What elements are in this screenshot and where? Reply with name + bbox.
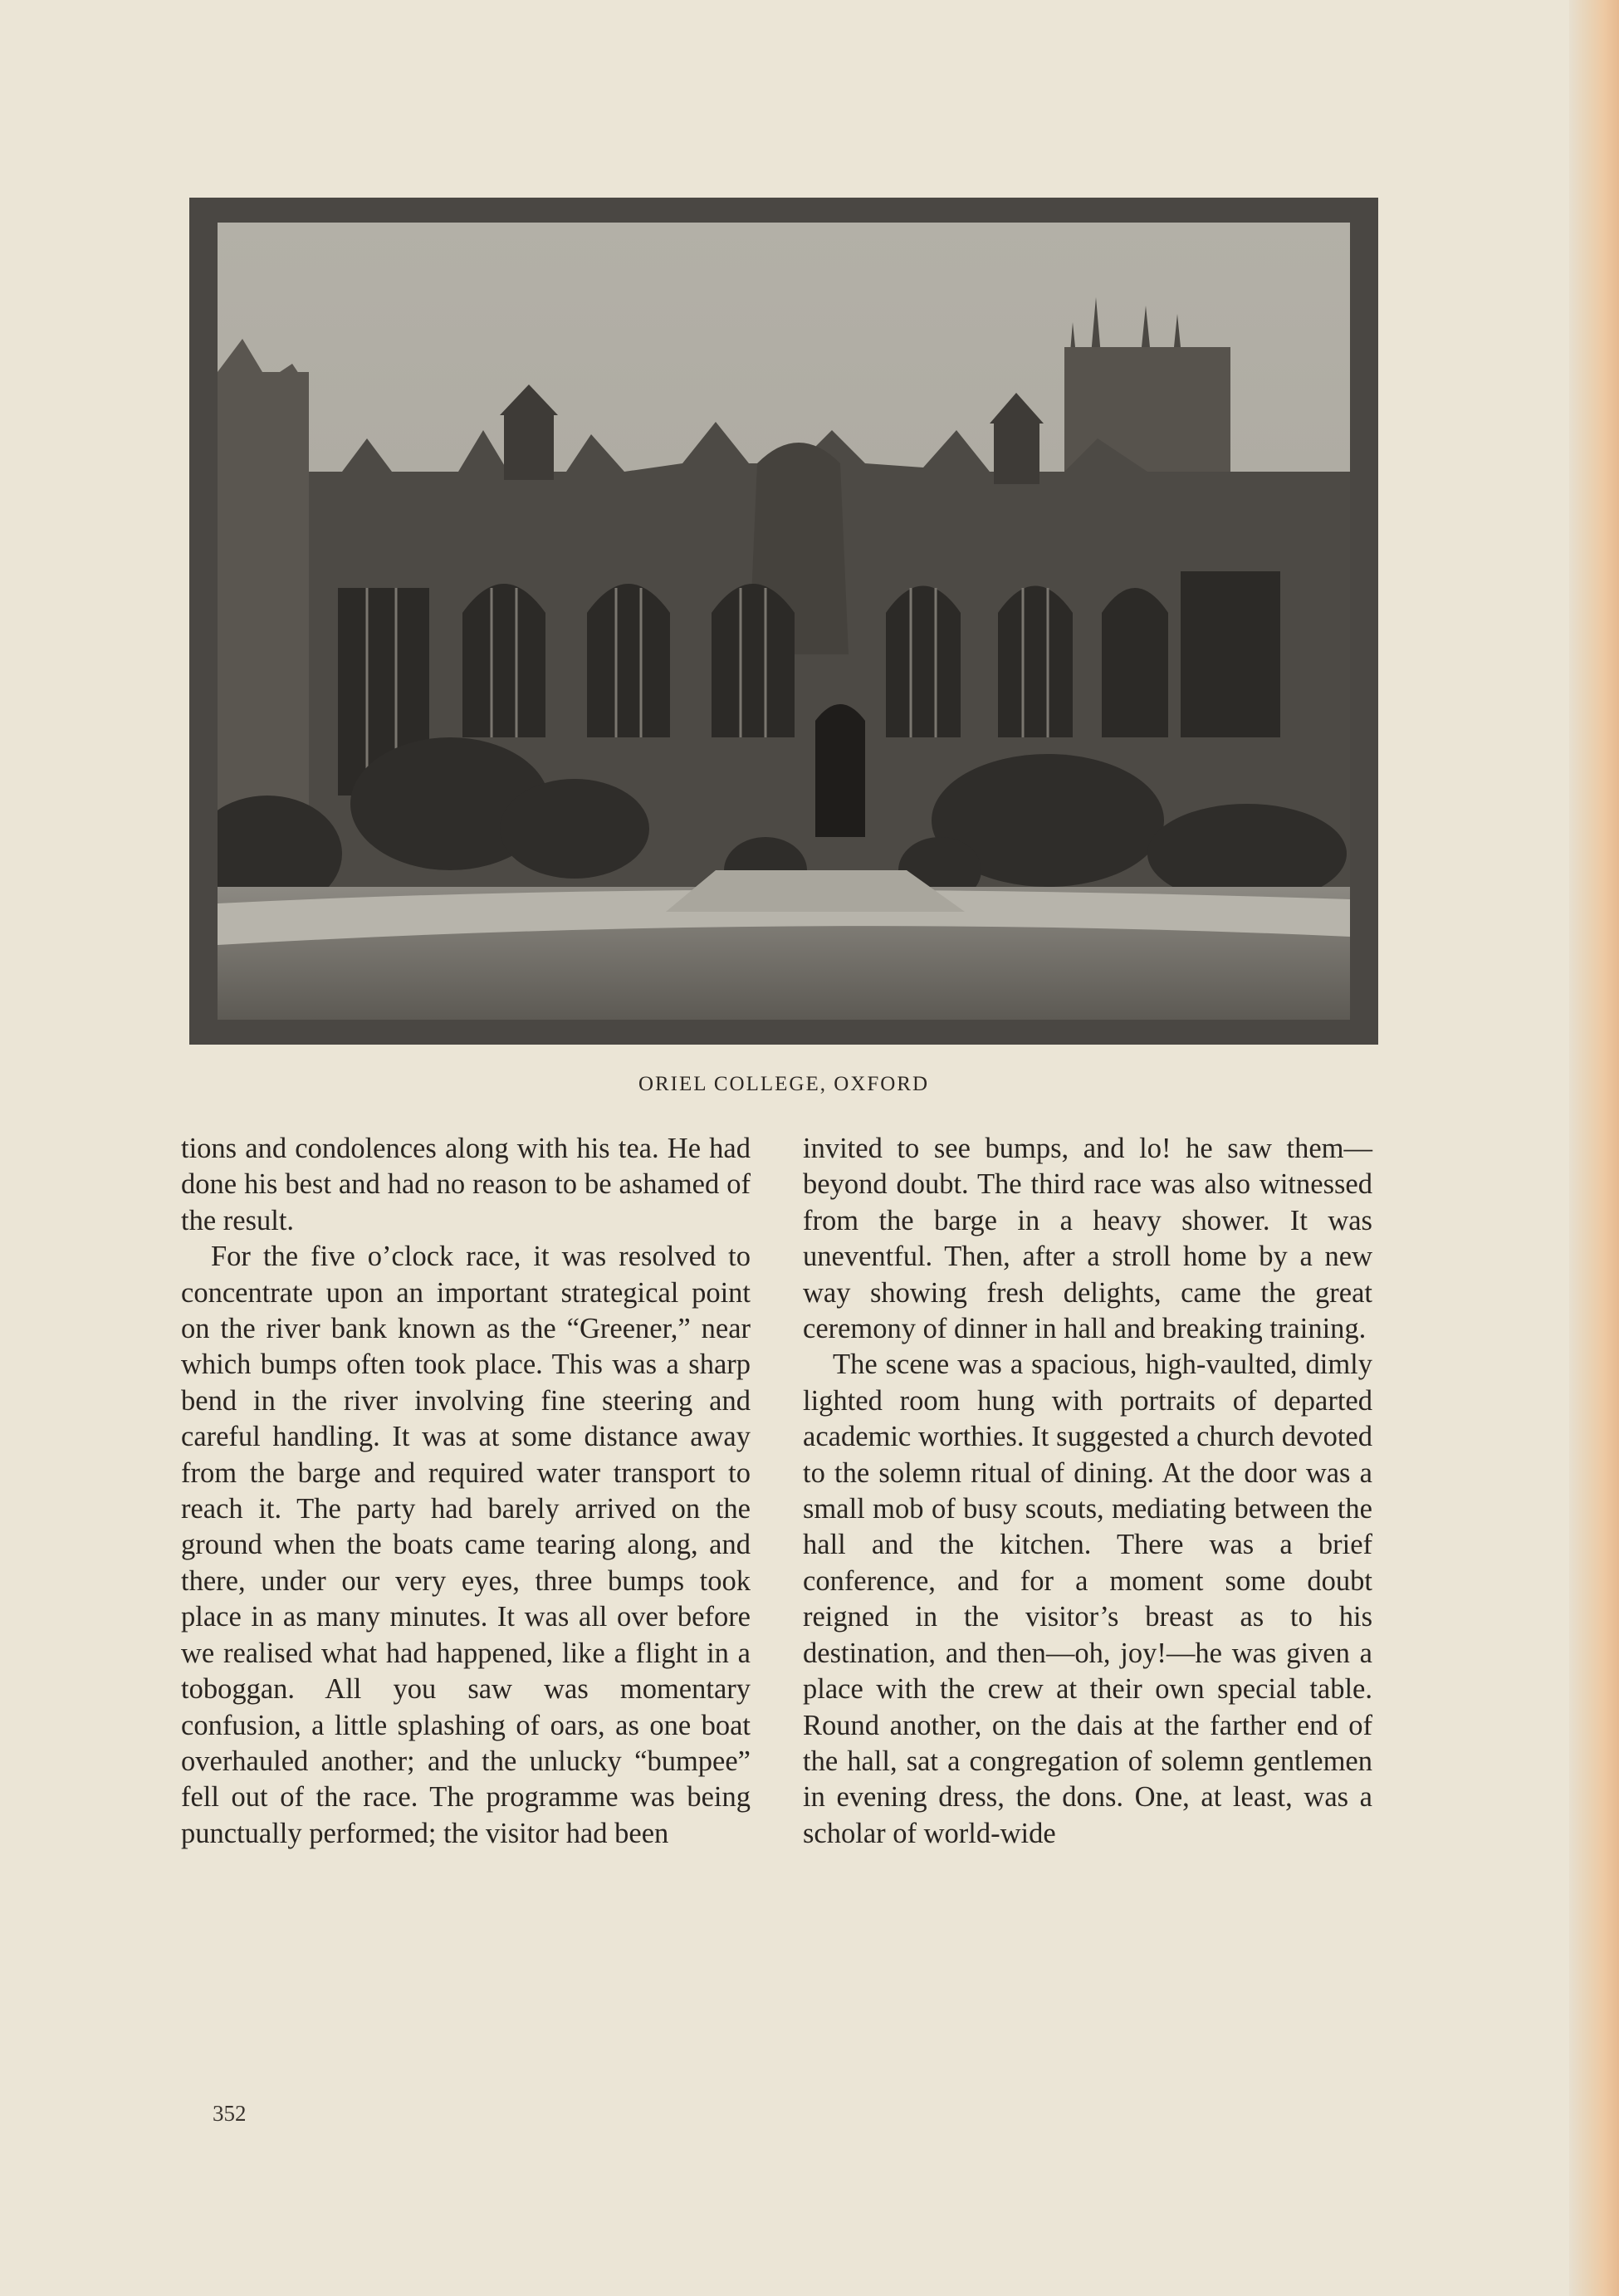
paragraph: invited to see bumps, and lo! he saw them—beyond doubt. The third race was also witnessed from the barge in a heavy shower. It was uneventful. Then, after a stroll home by a new way showing fresh delights, came the great ceremony of dinner in hall and breaking training. [803,1133,1372,1345]
page-edge [1569,0,1619,2296]
paragraph: tions and condolences along with his tea. He had done his best and had no reason to be ashamed of the result. [181,1133,751,1236]
oriel-college-photo [218,223,1350,1020]
text-column-left [181,1131,751,1852]
page-number: 352 [213,2101,247,2126]
paragraph: The scene was a spacious, high-vaulted, dimly lighted room hung with portraits of departed academic worthies. It suggested a church devoted to the solemn ritual of dining. At the door was a small mob of busy scouts, mediating between the hall and the kitchen. There was a brief conference, and for a moment some doubt reigned in the visitor’s breast as to his destination, and then—oh, joy!—he was given a place with the crew at their own special table. Round another, on the dais at the farther end of the hall, sat a congregation of solemn gentlemen in evening dress, the dons. One, at least, was a scholar of world-wide [803,1349,1372,1849]
photo-frame [189,198,1378,1045]
paragraph: For the five o’clock race, it was resolved to concentrate upon an important strategical point on the river bank known as the “Greener,” near which bumps often took place. This was a sharp bend in the river involving fine steering and careful handling. It was at some distance away from the barge and required water transport to reach it. The party had barely arrived on the ground when the boats came tearing along, and there, under our very eyes, three bumps took place in as many minutes. It was all over before we realised what had happened, like a flight in a toboggan. All you saw was momentary confusion, a little splashing of oars, as one boat overhauled another; and the unlucky “bumpee” fell out of the race. The programme was being punctually performed; the visitor had been [181,1241,751,1849]
figure-caption: ORIEL COLLEGE, OXFORD [638,1073,930,1095]
text-column-right [803,1131,1372,1852]
